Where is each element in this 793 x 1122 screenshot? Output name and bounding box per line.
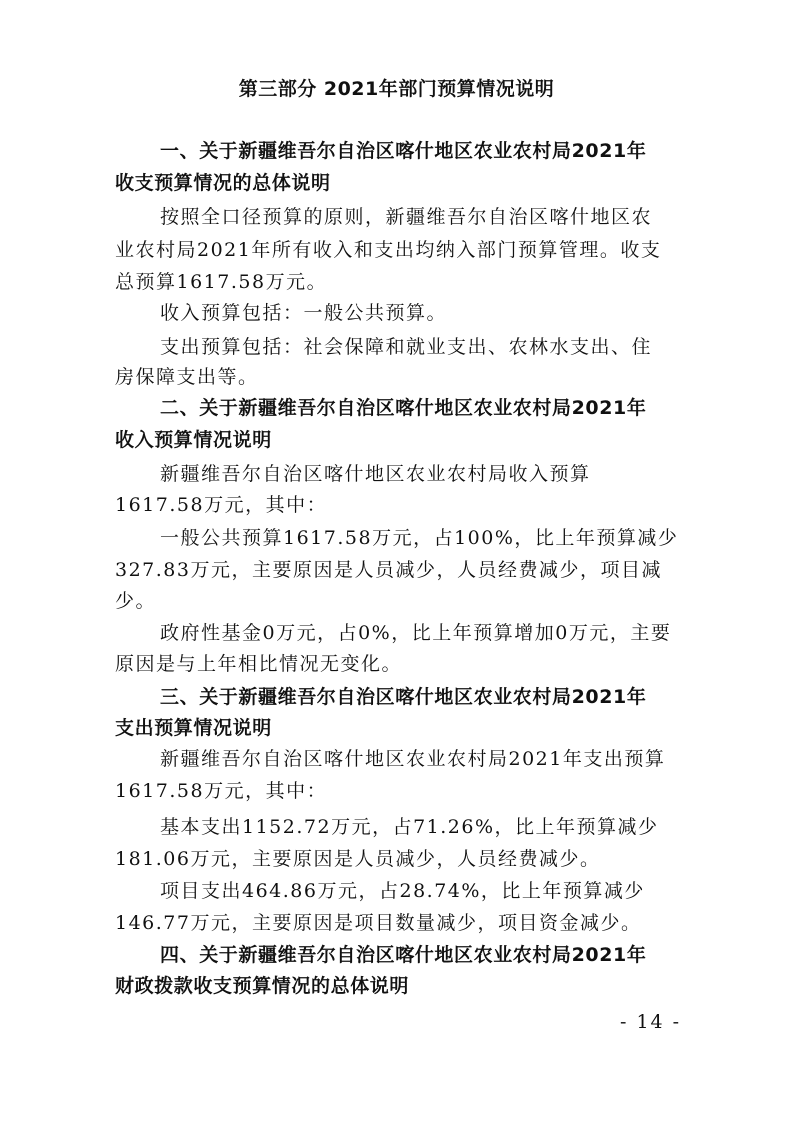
paragraph-line: 少。 bbox=[115, 590, 157, 612]
paragraph-line: 总预算1617.58万元。 bbox=[115, 271, 328, 293]
page-number: - 14 - bbox=[620, 1011, 682, 1033]
paragraph-line: 327.83万元，主要原因是人员减少，人员经费减少，项目减 bbox=[115, 559, 662, 581]
paragraph-line: 1617.58万元，其中： bbox=[115, 780, 328, 802]
section-2-heading-cont: 收入预算情况说明 bbox=[115, 429, 272, 451]
section-3-heading: 三、关于新疆维吾尔自治区喀什地区农业农村局2021年 bbox=[160, 686, 647, 708]
paragraph-line: 一般公共预算1617.58万元，占100%，比上年预算减少 bbox=[160, 527, 679, 549]
paragraph-line: 146.77万元，主要原因是项目数量减少，项目资金减少。 bbox=[115, 912, 642, 934]
paragraph-line: 房保障支出等。 bbox=[115, 366, 259, 388]
paragraph-line: 业农村局2021年所有收入和支出均纳入部门预算管理。收支 bbox=[115, 239, 662, 261]
paragraph-line: 按照全口径预算的原则，新疆维吾尔自治区喀什地区农 bbox=[160, 206, 653, 228]
section-1-heading-cont: 收支预算情况的总体说明 bbox=[115, 172, 331, 194]
paragraph-line: 原因是与上年相比情况无变化。 bbox=[115, 653, 403, 675]
paragraph-line: 新疆维吾尔自治区喀什地区农业农村局2021年支出预算 bbox=[160, 748, 666, 770]
section-4-heading: 四、关于新疆维吾尔自治区喀什地区农业农村局2021年 bbox=[160, 944, 647, 966]
section-4-heading-cont: 财政拨款收支预算情况的总体说明 bbox=[115, 975, 410, 997]
section-2-heading: 二、关于新疆维吾尔自治区喀什地区农业农村局2021年 bbox=[160, 397, 647, 419]
section-1-heading: 一、关于新疆维吾尔自治区喀什地区农业农村局2021年 bbox=[160, 140, 647, 162]
paragraph-line: 181.06万元，主要原因是人员减少，人员经费减少。 bbox=[115, 848, 601, 870]
section-3-heading-cont: 支出预算情况说明 bbox=[115, 717, 272, 739]
paragraph-line: 1617.58万元，其中： bbox=[115, 494, 328, 516]
page-title: 第三部分 2021年部门预算情况说明 bbox=[238, 78, 555, 100]
paragraph-line: 支出预算包括：社会保障和就业支出、农林水支出、住 bbox=[160, 336, 653, 358]
paragraph-line: 政府性基金0万元，占0%，比上年预算增加0万元，主要 bbox=[160, 622, 672, 644]
paragraph-line: 收入预算包括：一般公共预算。 bbox=[160, 302, 448, 324]
paragraph-line: 项目支出464.86万元，占28.74%，比上年预算减少 bbox=[160, 880, 645, 902]
paragraph-line: 新疆维吾尔自治区喀什地区农业农村局收入预算 bbox=[160, 463, 591, 485]
paragraph-line: 基本支出1152.72万元，占71.26%，比上年预算减少 bbox=[160, 816, 659, 838]
